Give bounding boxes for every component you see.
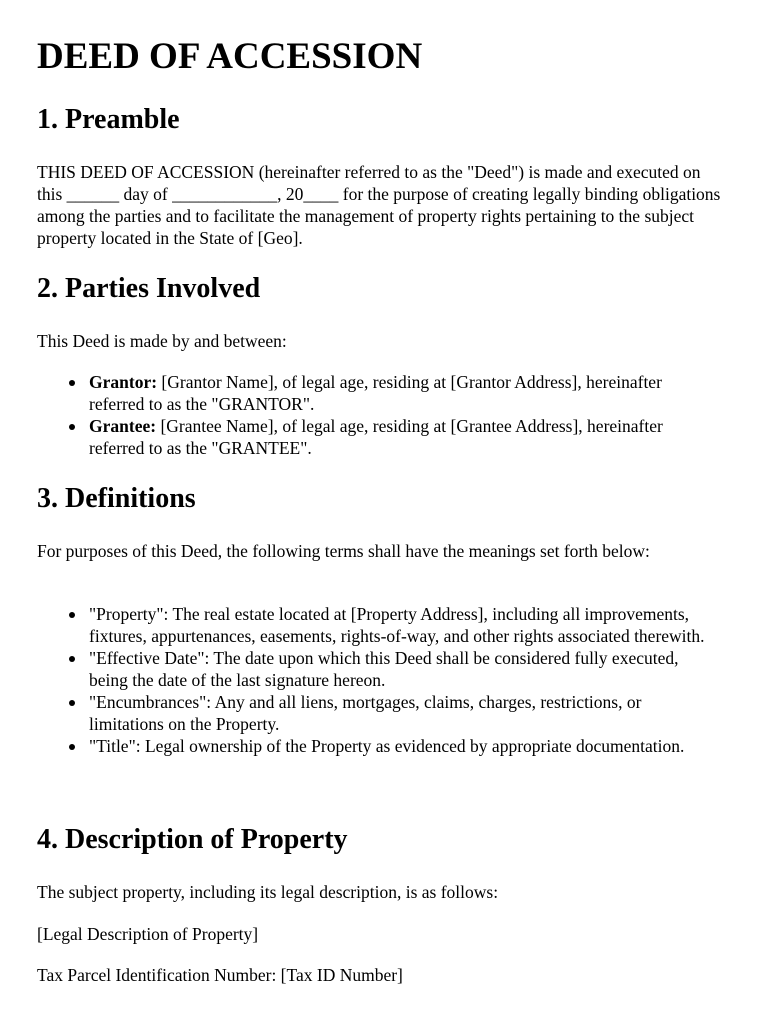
definitions-list xyxy=(67,603,717,757)
document-title: DEED OF ACCESSION xyxy=(37,36,423,77)
grantee-text: [Grantee Name], of legal age, residing at [Grantee Address], hereinafter referred to as the "GRANTEE". xyxy=(89,416,663,458)
parties-list xyxy=(67,371,717,459)
legal-description: [Legal Description of Property] xyxy=(37,924,259,944)
list-item xyxy=(67,415,717,459)
list-item: "Title": Legal ownership of the Property as evidenced by appropriate documentation. xyxy=(67,735,717,757)
parties-intro: This Deed is made by and between: xyxy=(37,331,287,351)
list-item: "Effective Date": The date upon which this Deed shall be considered fully executed, being the date of the last signature hereon. xyxy=(67,647,717,691)
grantee-label: Grantee: xyxy=(89,416,157,436)
list-item: "Property": The real estate located at [Property Address], including all improvements, fixtures, appurtenances, easements, rights-of-way, and other rights associated therewith. xyxy=(67,603,717,647)
grantor-label: Grantor: xyxy=(89,372,158,392)
list-item: "Encumbrances": Any and all liens, mortgages, claims, charges, restrictions, or limitations on the Property. xyxy=(67,691,717,735)
definitions-heading: 3. Definitions xyxy=(37,483,196,514)
description-heading: 4. Description of Property xyxy=(37,824,348,855)
grantor-text: [Grantor Name], of legal age, residing at [Grantor Address], hereinafter referred to as the "GRANTOR". xyxy=(89,372,662,414)
tax-parcel-number: Tax Parcel Identification Number: [Tax ID Number] xyxy=(37,965,403,985)
list-item xyxy=(67,371,717,415)
description-intro: The subject property, including its legal description, is as follows: xyxy=(37,882,499,902)
definitions-intro: For purposes of this Deed, the following terms shall have the meanings set forth below: xyxy=(37,541,650,561)
parties-heading: 2. Parties Involved xyxy=(37,273,261,304)
preamble-heading: 1. Preamble xyxy=(37,104,180,135)
preamble-body: THIS DEED OF ACCESSION (hereinafter referred to as the "Deed") is made and executed on this ______ day of ____________, 20____ for the purpose of creating legally binding obligations among the parties and to facilitate the management of property rights pertaining to the subject property located in the State of [Geo]. xyxy=(37,162,721,248)
